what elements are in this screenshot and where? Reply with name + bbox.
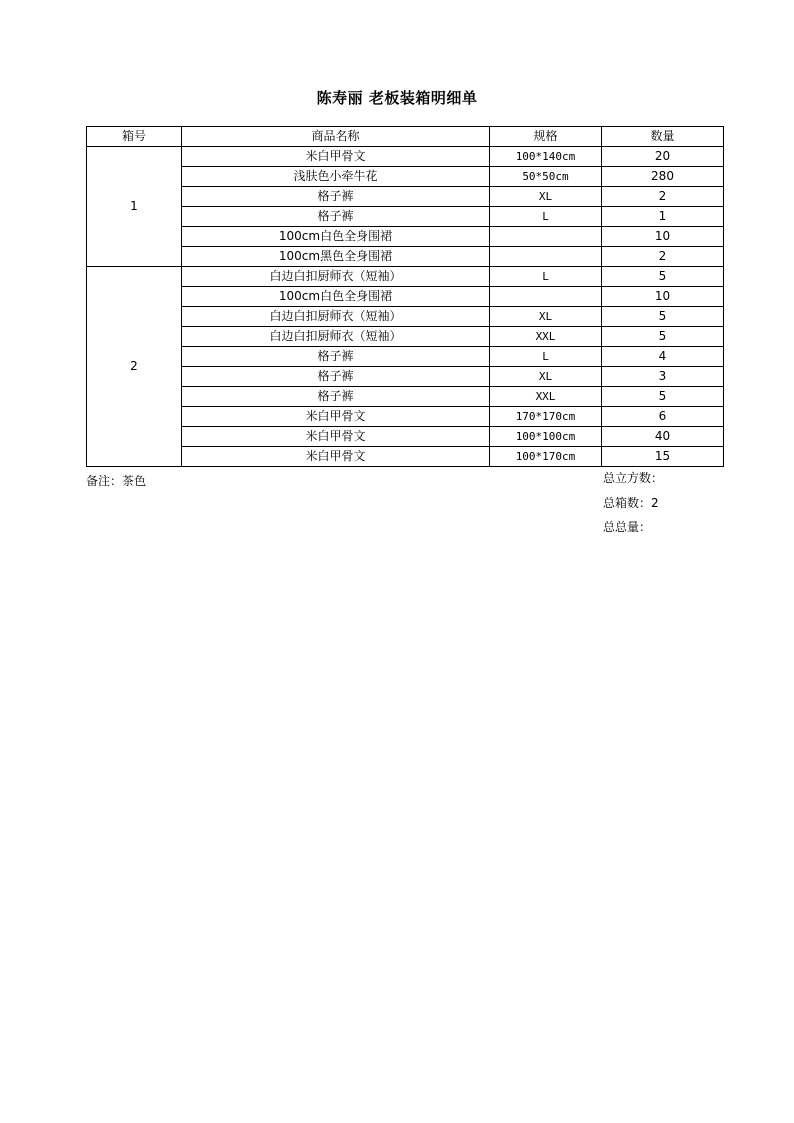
table-row bbox=[87, 267, 724, 287]
product-name-cell: 格子裤 bbox=[182, 187, 490, 207]
product-name-cell: 100cm黑色全身围裙 bbox=[182, 247, 490, 267]
quantity-cell: 280 bbox=[602, 167, 724, 187]
specification-cell: L bbox=[490, 347, 602, 367]
table-row bbox=[87, 207, 724, 227]
table-row bbox=[87, 247, 724, 267]
header-product-name: 商品名称 bbox=[182, 127, 490, 147]
table-row bbox=[87, 307, 724, 327]
header-specification: 规格 bbox=[490, 127, 602, 147]
specification-cell: L bbox=[490, 267, 602, 287]
specification-cell: XXL bbox=[490, 327, 602, 347]
product-name-cell: 格子裤 bbox=[182, 367, 490, 387]
table-row bbox=[87, 347, 724, 367]
quantity-cell: 4 bbox=[602, 347, 724, 367]
table-row bbox=[87, 327, 724, 347]
specification-cell: XL bbox=[490, 187, 602, 207]
product-name-cell: 格子裤 bbox=[182, 387, 490, 407]
table-row bbox=[87, 407, 724, 427]
quantity-cell: 15 bbox=[602, 447, 724, 467]
specification-cell: 50*50cm bbox=[490, 167, 602, 187]
quantity-cell: 5 bbox=[602, 267, 724, 287]
product-name-cell: 100cm白色全身围裙 bbox=[182, 227, 490, 247]
total-volume-label: 总立方数： bbox=[603, 471, 664, 485]
specification-cell: L bbox=[490, 207, 602, 227]
specification-cell: 170*170cm bbox=[490, 407, 602, 427]
product-name-cell: 白边白扣厨师衣（短袖） bbox=[182, 267, 490, 287]
specification-cell: 100*100cm bbox=[490, 427, 602, 447]
product-name-cell: 米白甲骨文 bbox=[182, 447, 490, 467]
specification-cell bbox=[490, 247, 602, 267]
specification-cell: 100*140cm bbox=[490, 147, 602, 167]
quantity-cell: 40 bbox=[602, 427, 724, 447]
product-name-cell: 浅肤色小牵牛花 bbox=[182, 167, 490, 187]
table-header-row bbox=[87, 127, 724, 147]
header-box-number: 箱号 bbox=[87, 127, 182, 147]
specification-cell bbox=[490, 227, 602, 247]
quantity-cell: 2 bbox=[602, 187, 724, 207]
document-title: 陈寿丽 老板装箱明细单 bbox=[316, 89, 478, 107]
quantity-cell: 3 bbox=[602, 367, 724, 387]
table-row bbox=[87, 167, 724, 187]
quantity-cell: 5 bbox=[602, 387, 724, 407]
quantity-cell: 10 bbox=[602, 287, 724, 307]
quantity-cell: 6 bbox=[602, 407, 724, 427]
packing-list-table bbox=[86, 126, 724, 467]
table-row bbox=[87, 187, 724, 207]
table-body bbox=[87, 147, 724, 467]
table-row bbox=[87, 387, 724, 407]
product-name-cell: 格子裤 bbox=[182, 347, 490, 367]
table-row bbox=[87, 447, 724, 467]
specification-cell: XL bbox=[490, 307, 602, 327]
product-name-cell: 米白甲骨文 bbox=[182, 407, 490, 427]
specification-cell: 100*170cm bbox=[490, 447, 602, 467]
product-name-cell: 格子裤 bbox=[182, 207, 490, 227]
product-name-cell: 白边白扣厨师衣（短袖） bbox=[182, 307, 490, 327]
header-quantity: 数量 bbox=[602, 127, 724, 147]
quantity-cell: 5 bbox=[602, 307, 724, 327]
total-weight-label: 总总量： bbox=[603, 520, 652, 534]
specification-cell: XXL bbox=[490, 387, 602, 407]
quantity-cell: 10 bbox=[602, 227, 724, 247]
total-boxes-label: 总箱数：2 bbox=[603, 496, 659, 510]
table-row bbox=[87, 287, 724, 307]
box-number-cell: 1 bbox=[87, 147, 182, 267]
product-name-cell: 米白甲骨文 bbox=[182, 427, 490, 447]
product-name-cell: 100cm白色全身围裙 bbox=[182, 287, 490, 307]
specification-cell bbox=[490, 287, 602, 307]
product-name-cell: 白边白扣厨师衣（短袖） bbox=[182, 327, 490, 347]
table-row bbox=[87, 147, 724, 167]
product-name-cell: 米白甲骨文 bbox=[182, 147, 490, 167]
quantity-cell: 20 bbox=[602, 147, 724, 167]
specification-cell: XL bbox=[490, 367, 602, 387]
table-row bbox=[87, 427, 724, 447]
quantity-cell: 1 bbox=[602, 207, 724, 227]
remark-note: 备注：茶色 bbox=[86, 474, 147, 488]
quantity-cell: 5 bbox=[602, 327, 724, 347]
box-number-cell: 2 bbox=[87, 267, 182, 467]
table-row bbox=[87, 367, 724, 387]
quantity-cell: 2 bbox=[602, 247, 724, 267]
table-row bbox=[87, 227, 724, 247]
